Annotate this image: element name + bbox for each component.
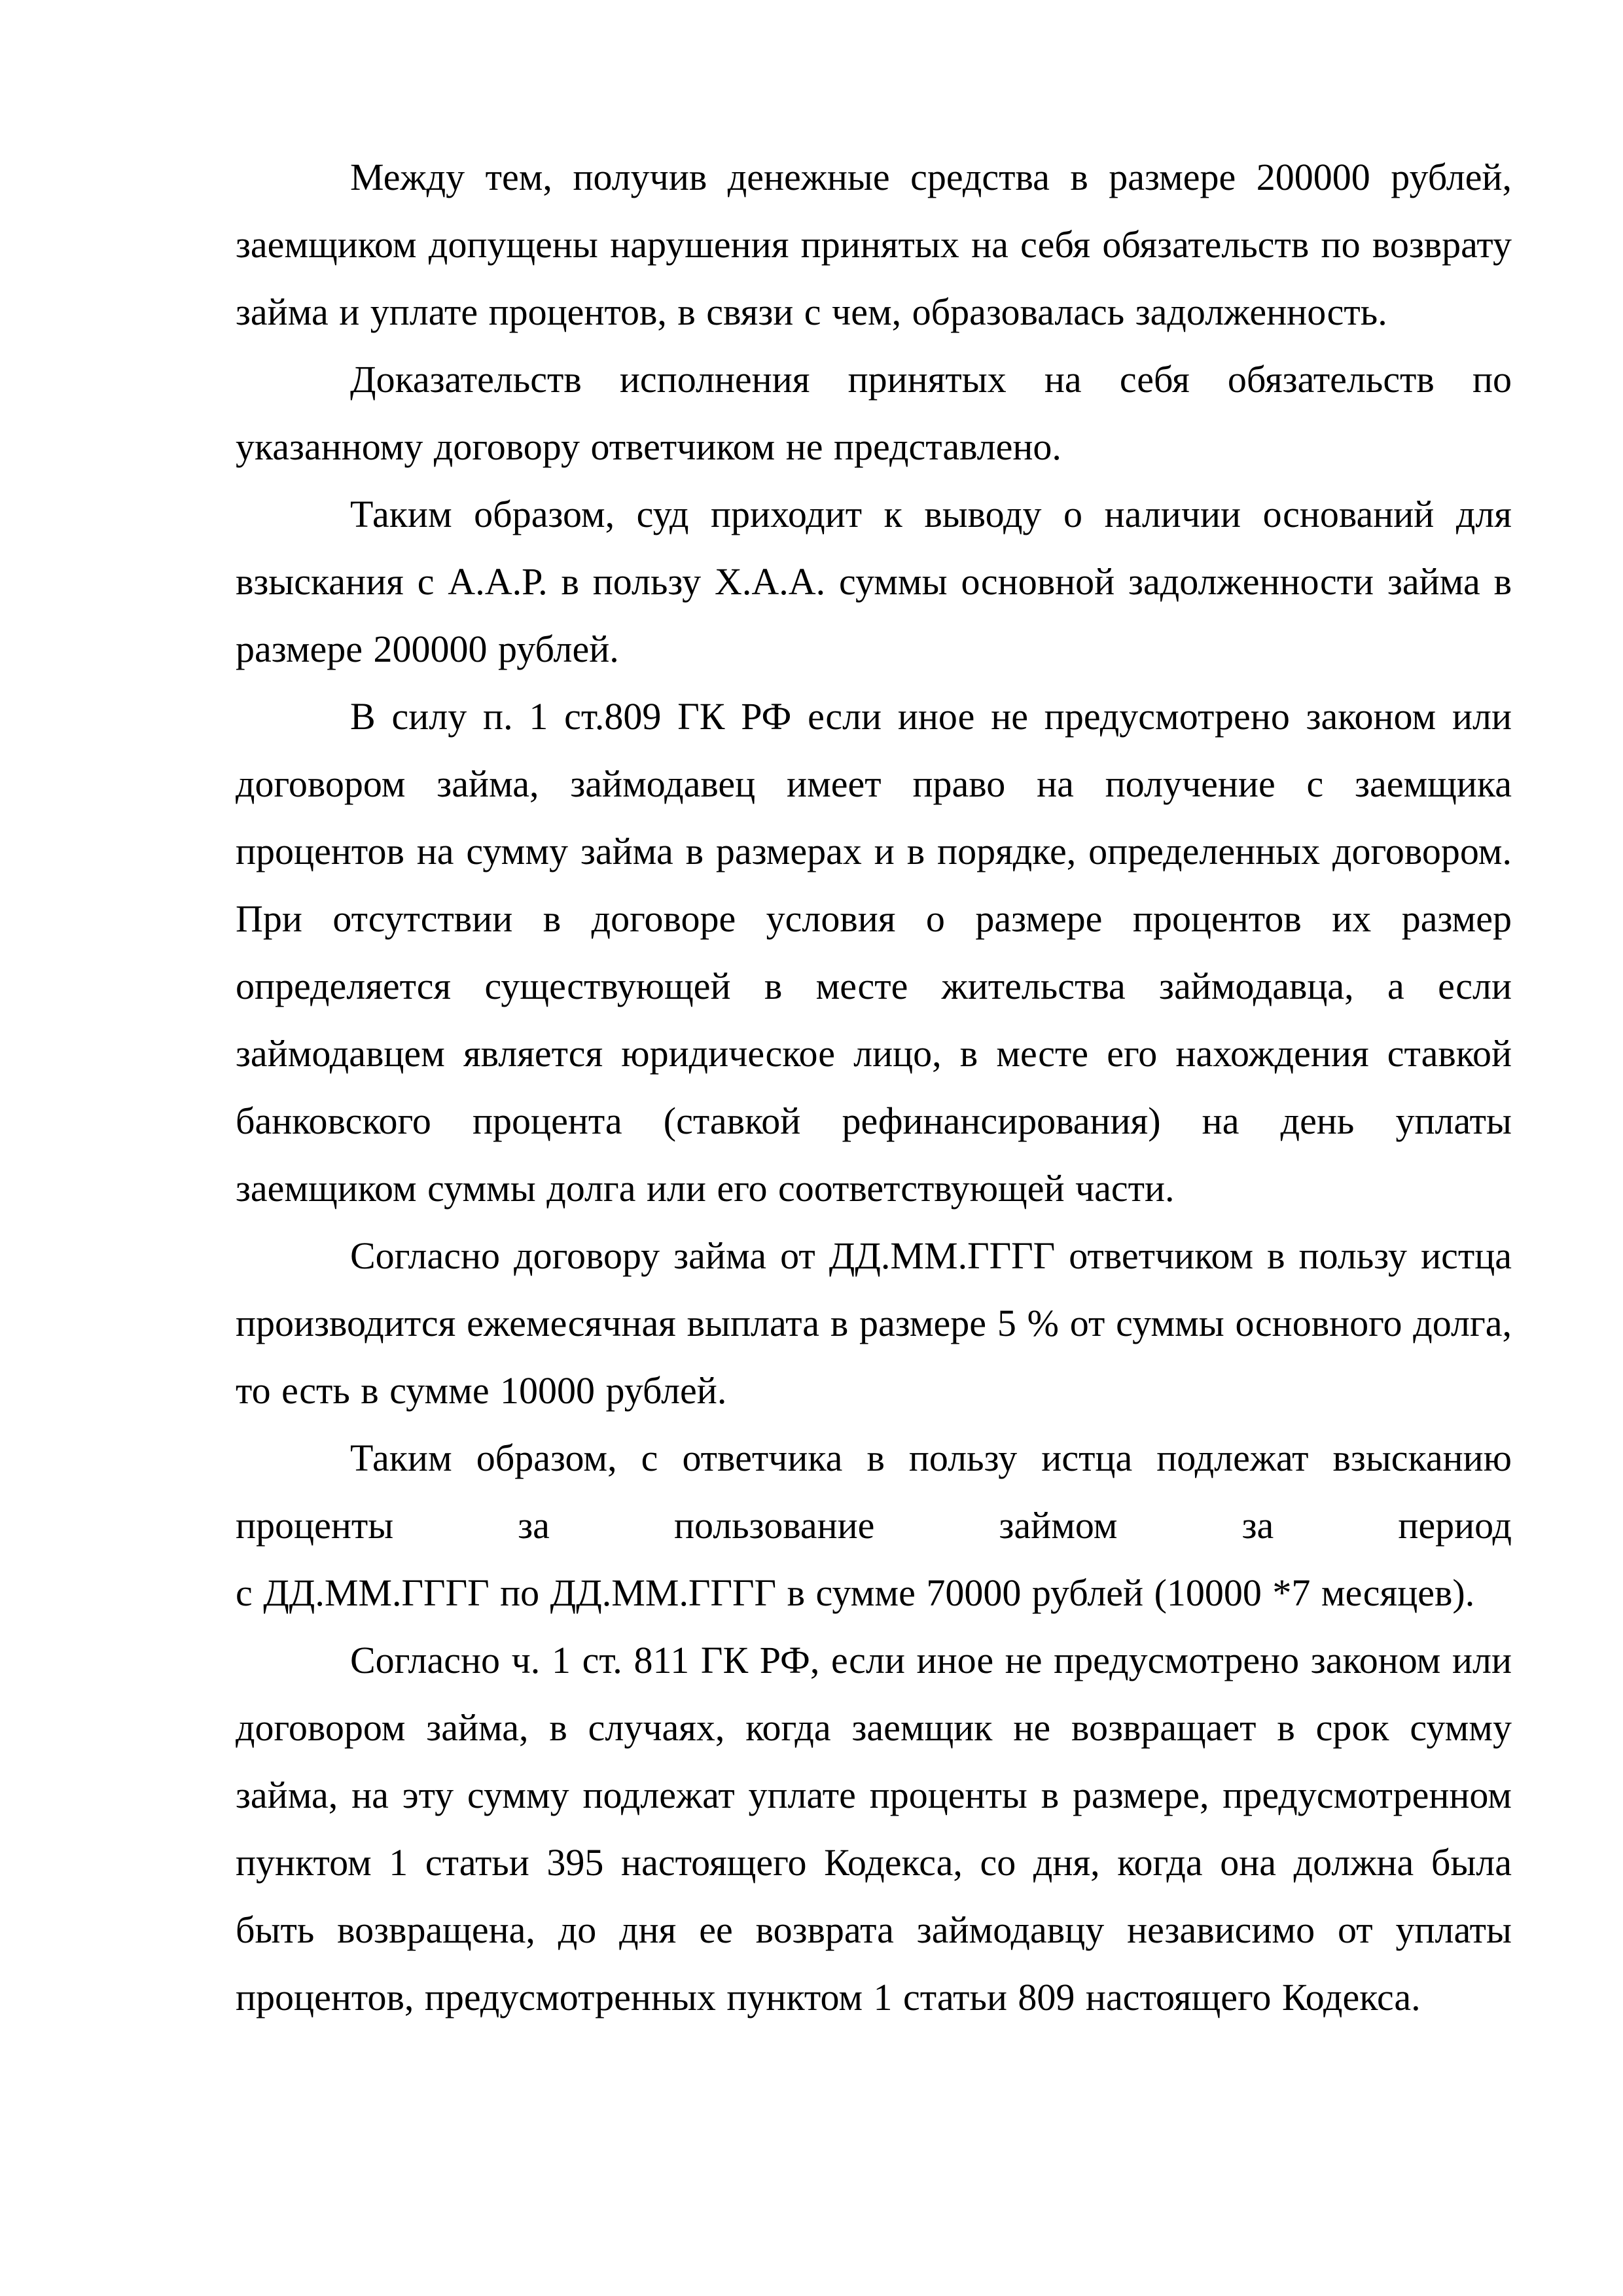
paragraph-line-group: Таким образом, с ответчика в пользу истца подлежат взысканию проценты за пользование займом за период: [236, 1437, 1512, 1547]
document-body: [236, 143, 1512, 2031]
paragraph: Доказательств исполнения принятых на себя обязательств по указанному договору ответчиком не представлено.: [236, 358, 1512, 468]
paragraph: В силу п. 1 ст.809 ГК РФ если иное не предусмотрено законом или договором займа, займодавец имеет право на получение с заемщика процентов на сумму займа в размерах и в порядке, определенных договором. При отсутствии в договоре условия о размере процентов их размер определяется существующей в месте жительства займодавца, а если займодавцем является юридическое лицо, в месте его нахождения ставкой банковского процента (ставкой рефинансирования) на день уплаты заемщиком суммы долга или его соответствующей части.: [236, 695, 1512, 1210]
paragraph: [236, 1424, 1512, 1626]
paragraph: Согласно договору займа от ДД.ММ.ГГГГ ответчиком в пользу истца производится ежемесячная выплата в размере 5 % от суммы основного долга, то есть в сумме 10000 рублей.: [236, 1234, 1512, 1412]
paragraph: Таким образом, суд приходит к выводу о наличии оснований для взыскания с А.А.Р. в пользу Х.А.А. суммы основной задолженности займа в размере 200000 рублей.: [236, 493, 1512, 670]
paragraph: Между тем, получив денежные средства в размере 200000 рублей, заемщиком допущены нарушения принятых на себя обязательств по возврату займа и уплате процентов, в связи с чем, образовалась задолженность.: [236, 156, 1512, 333]
paragraph-line-group: с ДД.ММ.ГГГГ по ДД.ММ.ГГГГ в сумме 70000 рублей (10000 *7 месяцев).: [236, 1571, 1475, 1614]
paragraph: Согласно ч. 1 ст. 811 ГК РФ, если иное не предусмотрено законом или договором займа, в случаях, когда заемщик не возвращает в срок сумму займа, на эту сумму подлежат уплате проценты в размере, предусмотренном пунктом 1 статьи 395 настоящего Кодекса, со дня, когда она должна была быть возвращена, до дня ее возврата займодавцу независимо от уплаты процентов, предусмотренных пунктом 1 статьи 809 настоящего Кодекса.: [236, 1639, 1512, 2018]
